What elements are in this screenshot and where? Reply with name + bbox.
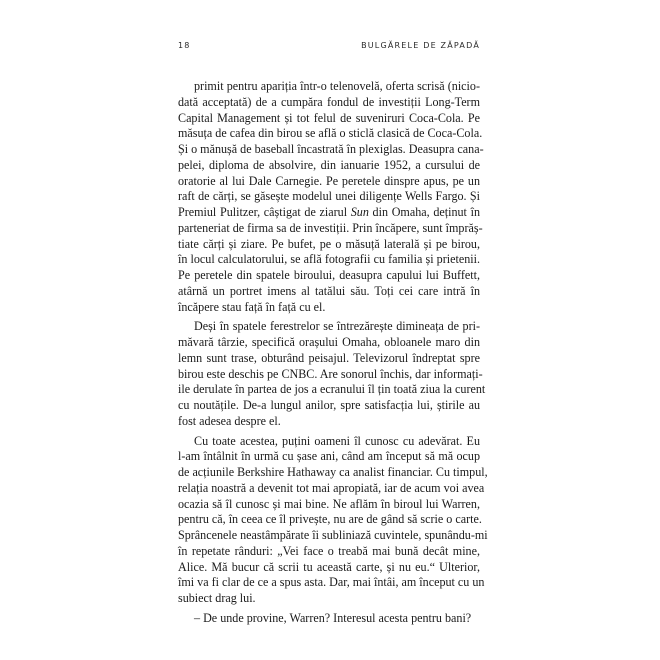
text-line: ocazia să îl cunosc și mai bine. Ne aflăm în biroul lui Warren, <box>178 496 480 511</box>
newspaper-title: Sun <box>350 205 369 219</box>
text-line: tiate cărți și ziare. Pe bufet, pe o măsuță laterală și pe birou, <box>178 236 480 251</box>
text-line: – De unde provine, Warren? Interesul acesta pentru bani? <box>194 610 472 625</box>
running-head: BULGĂRELE DE ZĂPADĂ <box>361 41 480 50</box>
text-line: lemn sunt trase, obturând peisajul. Televizorul îndreptat spre <box>178 350 480 365</box>
text-line: atârnă un portret imens al tatălui său. Toți cei care intră în <box>178 283 480 298</box>
text-line: cu noutățile. De-a lungul anilor, spre satisfacția lui, știrile au <box>178 398 480 412</box>
page-number: 18 <box>178 41 191 50</box>
text-line: birou este deschis pe CNBC. Are sonorul închis, dar informați- <box>178 366 483 381</box>
text-line: încăpere stau față în față cu el. <box>178 299 326 314</box>
paragraph <box>178 433 488 607</box>
text-line: de acțiunile Berkshire Hathaway ca analist financiar. Cu timpul, <box>178 465 488 479</box>
text-line: Alice. Mă bucur că scrii tu această carte, și nu eu.“ Ulterior, <box>178 559 480 574</box>
paragraph <box>178 319 486 429</box>
text-line: primit pentru apariția într-o telenovelă, oferta scrisă (nicio- <box>194 79 480 93</box>
text-line: în repetate rânduri: „Vei face o treabă mai bună decât mine, <box>178 543 480 558</box>
paragraph <box>178 79 484 315</box>
text-line: Și o mănușă de baseball încastrată în plexiglas. Deasupra cana- <box>178 142 484 156</box>
page-header <box>178 41 480 55</box>
text-line: Deși în spatele ferestrelor se întrezărește dimineața de pri- <box>194 319 480 334</box>
text-line: Pe peretele din spatele biroului, deasupra capului lui Buffett, <box>178 268 480 282</box>
text-line: oratorie al lui Dale Carnegie. Pe peretele dinspre apus, pe un <box>178 173 480 188</box>
text-line: pentru că, în ceea ce îl privește, nu are de gând să scrie o carte. <box>178 512 482 527</box>
text-line: Capital Management și tot felul de suveniruri Coca-Cola. Pe <box>178 110 480 125</box>
text-line: în locul calculatorului, se află fotografii cu familia și prietenii. <box>178 252 480 267</box>
text-line: relația noastră a devenit tot mai apropiată, iar de acum voi avea <box>178 480 485 495</box>
text-line: l-am întâlnit în urmă cu șase ani, când am început să mă ocup <box>178 449 480 464</box>
text-line: parteneriat de firma sa de investiții. Prin încăpere, sunt împrăș- <box>178 220 483 235</box>
text-line: fost adesea despre el. <box>178 413 281 428</box>
paragraph <box>178 611 480 627</box>
text-line: ile derulate în partea de jos a ecranului îl țin toată ziua la curent <box>178 382 486 397</box>
text-line: Sprâncenele neastâmpărate îi subliniază cuvintele, spunându-mi <box>178 528 488 542</box>
text-line: îmi va fi clar de ce a spus asta. Dar, mai întâi, am început cu un <box>178 575 485 590</box>
text-line: raft de cărți, se găsește modelul unei diligențe Wells Fargo. Și <box>178 189 480 204</box>
text-line: Cu toate acestea, puțini oameni îl cunosc cu adevărat. Eu <box>194 433 480 448</box>
text-line: subiect drag lui. <box>178 591 256 605</box>
text-line: Premiul Pulitzer, câștigat de ziarul Sun din Omaha, deținut în <box>178 205 480 219</box>
text-line: pelei, diploma de absolvire, din ianuarie 1952, a cursului de <box>178 157 480 172</box>
text-line: dată acceptată) de a cumpăra fondul de investiții Long-Term <box>178 94 480 109</box>
body-text <box>178 79 488 627</box>
text-line: măvară târzie, specifică orașului Omaha, obloanele maro din <box>178 335 480 349</box>
text-line: măsuța de cafea din birou se află o sticlă clasică de Coca-Cola. <box>178 126 483 141</box>
